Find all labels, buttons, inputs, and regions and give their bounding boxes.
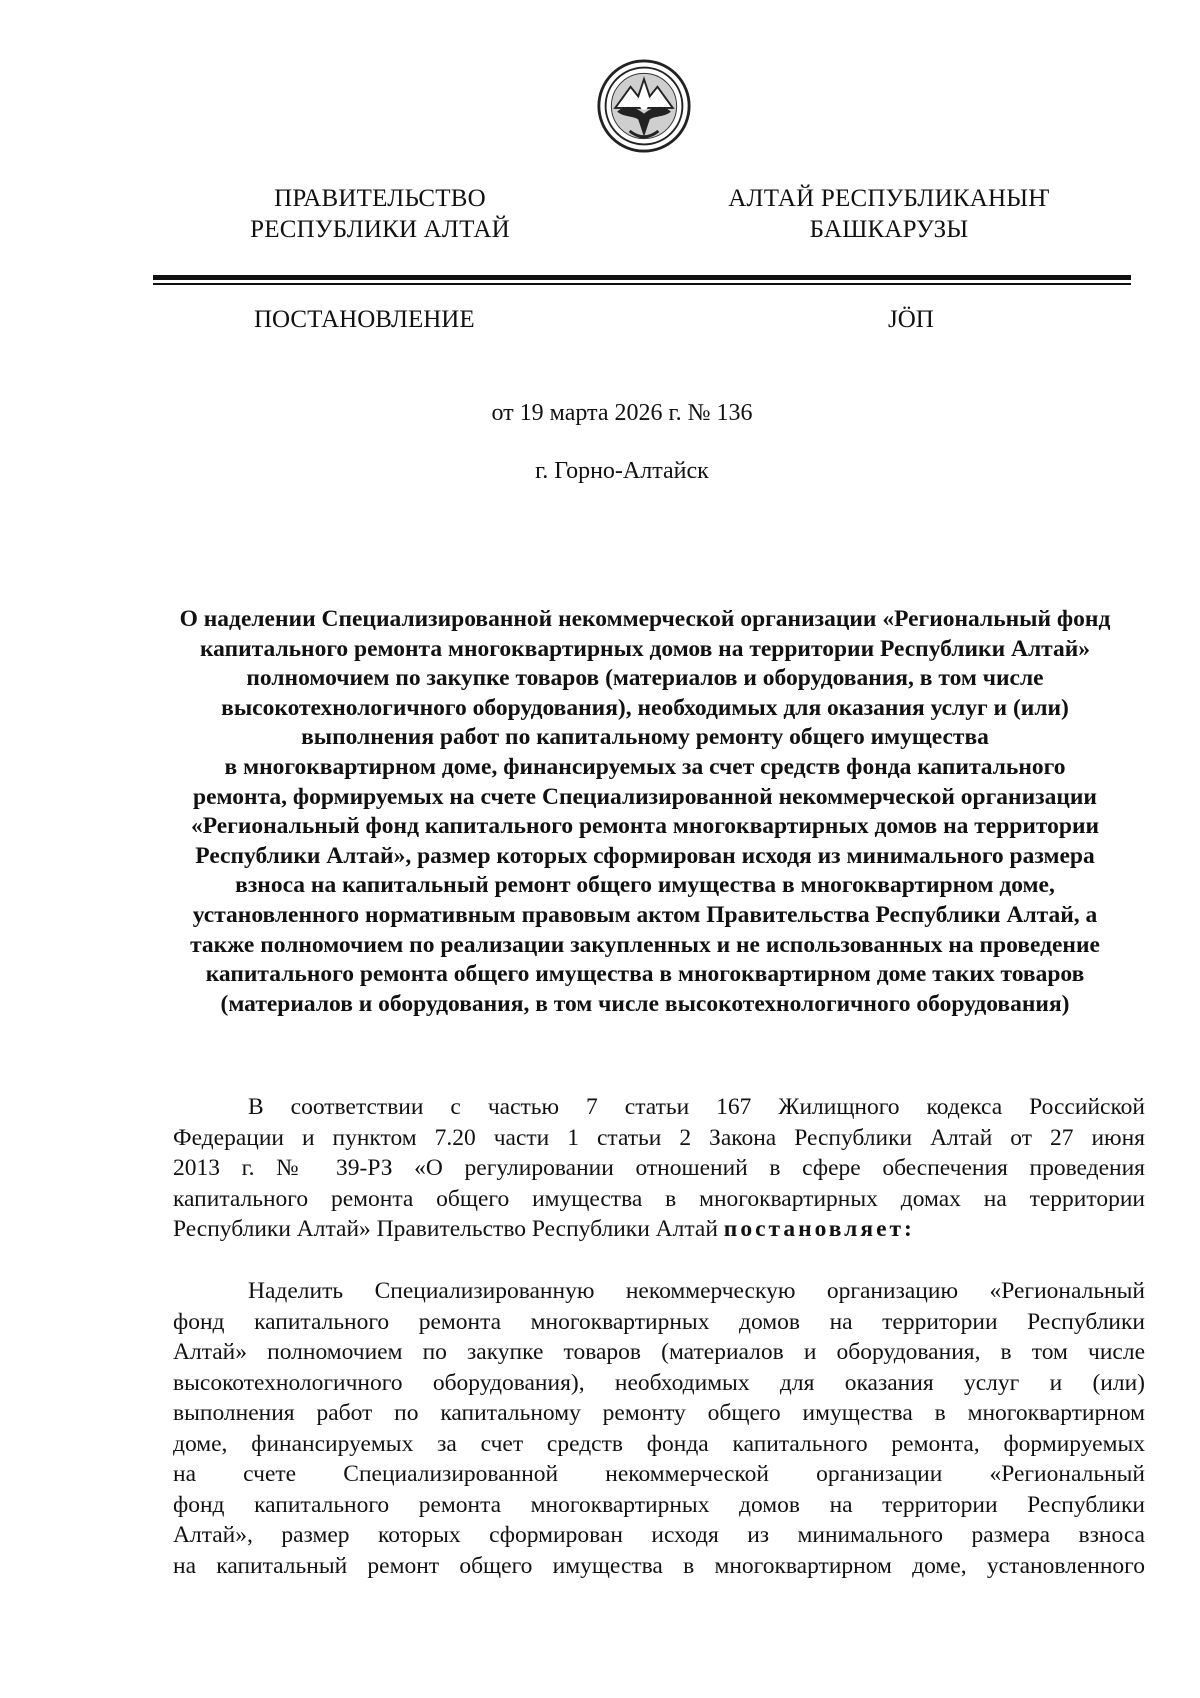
title-line: капитального ремонта многоквартирных домов на территории Республики Алтай» [199, 635, 1091, 662]
title-line: высокотехнологичного оборудования), необходимых для оказания услуг и (или) [221, 694, 1069, 721]
title-line: полномочием по закупке товаров (материалов и оборудования, в том числе [246, 665, 1044, 692]
emblem-icon [596, 58, 692, 154]
paragraph-line: 2013 г. № 39-РЗ «О регулировании отношений в сфере обеспечения проведения [173, 1155, 1145, 1181]
decree-title [150, 605, 1140, 1019]
title-line: Республики Алтай», размер которых сформирован исходя из минимального размера [195, 842, 1095, 869]
title-line: также полномочием по реализации закупленных и не использованных на проведение [190, 931, 1100, 958]
doc-type-alt: JÖП [888, 306, 934, 333]
title-line: О наделении Специализированной некоммерческой организации «Региональный фонд [179, 606, 1111, 632]
title-line: в многоквартирном доме, финансируемых за счет средств фонда капитального [224, 753, 1066, 780]
title-line: установленного нормативным правовым актом Правительства Республики Алтай, а [192, 901, 1098, 928]
operative-paragraph [173, 1276, 1145, 1581]
paragraph-line: фонд капитального ремонта многоквартирных домов на территории Республики [173, 1491, 1145, 1518]
header-divider-thick [153, 275, 1131, 280]
header-right-line-1: АЛТАЙ РЕСПУБЛИКАНЫҤ [728, 185, 1050, 212]
header-divider-thin [153, 283, 1131, 285]
title-line: «Региональный фонд капитального ремонта многоквартирных домов на территории [190, 813, 1100, 840]
paragraph-line: на счете Специализированной некоммерческой организации «Региональный [173, 1461, 1145, 1487]
title-line: ремонта, формируемых на счете Специализированной некоммерческой организации [193, 783, 1097, 810]
title-line: капитального ремонта общего имущества в многоквартирном доме таких товаров [205, 961, 1085, 988]
decree-date-number: от 19 марта 2026 г. № 136 [491, 400, 753, 426]
paragraph-line: фонд капитального ремонта многоквартирных домов на территории Республики [173, 1308, 1145, 1335]
title-line: выполнения работ по капитальному ремонту общего имущества [301, 724, 989, 751]
doc-type-ru: ПОСТАНОВЛЕНИЕ [254, 306, 475, 333]
paragraph-line: В соответствии с частью 7 статьи 167 Жилищного кодекса Российской [248, 1094, 1145, 1120]
decree-word: постановляет: [723, 1216, 915, 1242]
header-right-line-2: БАШКАРУЗЫ [809, 216, 969, 243]
paragraph-line: на капитальный ремонт общего имущества в многоквартирном доме, установленного [173, 1552, 1145, 1579]
decree-city: г. Горно-Алтайск [535, 458, 709, 484]
title-line: взноса на капитальный ремонт общего имущества в многоквартирном доме, [235, 872, 1055, 899]
paragraph-last-line [173, 1214, 1145, 1245]
header-left-line-1: ПРАВИТЕЛЬСТВО [274, 185, 486, 212]
paragraph-line: выполнения работ по капитальному ремонту общего имущества в многоквартирном [173, 1400, 1145, 1426]
header-government-ru [230, 183, 530, 245]
header-left-line-2: РЕСПУБЛИКИ АЛТАЙ [250, 216, 510, 243]
paragraph-line: Алтай», размер которых сформирован исходя из минимального размера взноса [173, 1522, 1145, 1548]
paragraph-line: высокотехнологичного оборудования), необходимых для оказания услуг и (или) [173, 1369, 1145, 1396]
paragraph-line: Алтай» полномочием по закупке товаров (материалов и оборудования, в том числе [173, 1339, 1145, 1365]
paragraph-line: Федерации и пунктом 7.20 части 1 статьи 2 Закона Республики Алтай от 27 июня [173, 1124, 1145, 1151]
paragraph-line: доме, финансируемых за счет средств фонда капитального ремонта, формируемых [173, 1430, 1145, 1457]
paragraph-line: капитального ремонта общего имущества в многоквартирных домах на территории [173, 1185, 1145, 1212]
paragraph-line: Наделить Специализированную некоммерческую организацию «Региональный [248, 1278, 1145, 1304]
coat-of-arms-emblem [596, 58, 692, 154]
preamble-last-text: Республики Алтай» Правительство Республики Алтай [173, 1216, 718, 1242]
preamble-paragraph [173, 1092, 1145, 1245]
header-government-alt [724, 183, 1054, 245]
title-line: (материалов и оборудования, в том числе высокотехнологичного оборудования) [220, 990, 1070, 1017]
